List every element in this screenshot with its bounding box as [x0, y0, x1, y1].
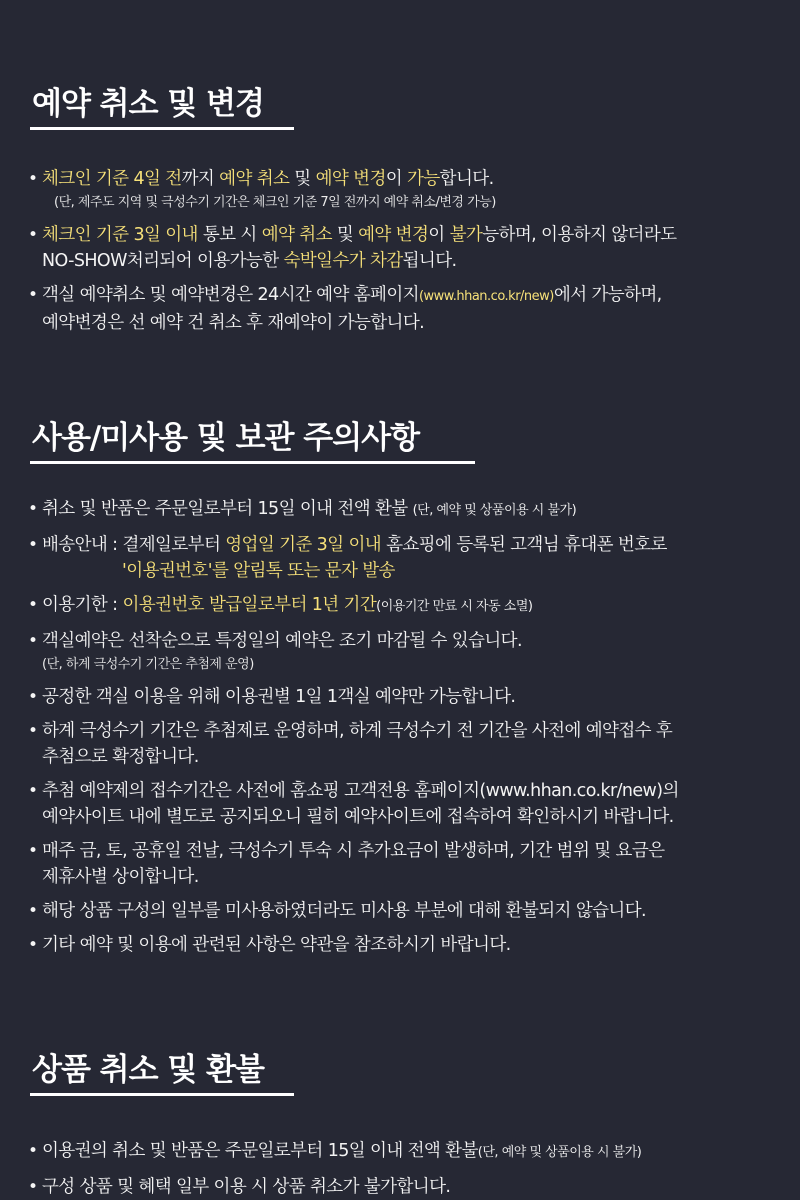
list-item: • 이용기한 : 이용권번호 발급일로부터 1년 기간(이용기간 만료 시 자동 소멸) [28, 592, 780, 620]
list-item: • 매주 금, 토, 공휴일 전날, 극성수기 투숙 시 추가요금이 발생하며, 기간 범위 및 요금은 제휴사별 상이합니다. [28, 838, 780, 890]
section-title-cancel-change: 예약 취소 및 변경 [32, 86, 264, 122]
list-item: • 해당 상품 구성의 일부를 미사용하였더라도 미사용 부분에 대해 환불되지 않습니다. [28, 898, 780, 924]
list-item: • 배송안내 : 결제일로부터 영업일 기준 3일 이내 홈쇼핑에 등록된 고객님 휴대폰 번호로 '이용권번호'를 알림톡 또는 문자 발송 [28, 532, 780, 584]
list-item: • 하계 극성수기 기간은 추첨제로 운영하며, 하계 극성수기 전 기간을 사전에 예약접수 후 추첨으로 확정합니다. [28, 718, 780, 770]
list-item: • 기타 예약 및 이용에 관련된 사항은 약관을 참조하시기 바랍니다. [28, 932, 780, 958]
list-item: • 체크인 기준 4일 전까지 예약 취소 및 예약 변경이 가능합니다. (단, 제주도 지역 및 극성수기 기간은 체크인 기준 7일 전까지 예약 취소/변경 가능) [28, 166, 780, 214]
list-item: • 추첨 예약제의 접수기간은 사전에 홈쇼핑 고객전용 홈페이지(www.hhan.co.kr/new)의 예약사이트 내에 별도로 공지되오니 필히 예약사이트에 접속하여 확인하시기 바랍니다. [28, 778, 780, 830]
list-item: • 객실예약은 선착순으로 특정일의 예약은 조기 마감될 수 있습니다. (단, 하계 극성수기 기간은 추첨제 운영) [28, 628, 780, 676]
section-title-underline [30, 1093, 294, 1096]
item-note: (단, 제주도 지역 및 극성수기 기간은 체크인 기준 7일 전까지 예약 취소/변경 가능) [54, 195, 496, 210]
section-title-usage-notes: 사용/미사용 및 보관 주의사항 [32, 420, 420, 456]
usage-notes-list [28, 496, 780, 958]
list-item: • 구성 상품 및 혜택 일부 이용 시 상품 취소가 불가합니다. [28, 1174, 780, 1200]
list-item: • 이용권의 취소 및 반품은 주문일로부터 15일 이내 전액 환불(단, 예약 및 상품이용 시 불가) [28, 1138, 780, 1166]
section-title-underline [30, 127, 294, 130]
section-title-cancel-refund: 상품 취소 및 환불 [32, 1052, 264, 1088]
cancel-change-list [28, 166, 780, 336]
list-item: • 공정한 객실 이용을 위해 이용권별 1일 1객실 예약만 가능합니다. [28, 684, 780, 710]
homepage-url: (www.hhan.co.kr/new) [418, 289, 554, 304]
section-title-underline [30, 461, 475, 464]
list-item: • 객실 예약취소 및 예약변경은 24시간 예약 홈페이지(www.hhan.co.kr/new)에서 가능하며, 예약변경은 선 예약 건 취소 후 재예약이 가능합니다. [28, 282, 780, 336]
list-item: • 취소 및 반품은 주문일로부터 15일 이내 전액 환불 (단, 예약 및 상품이용 시 불가) [28, 496, 780, 524]
cancel-refund-list [28, 1138, 780, 1200]
list-item: • 체크인 기준 3일 이내 통보 시 예약 취소 및 예약 변경이 불가능하며, 이용하지 않더라도 NO-SHOW처리되어 이용가능한 숙박일수가 차감됩니다. [28, 222, 780, 274]
item-note: (단, 하계 극성수기 기간은 추첨제 운영) [42, 657, 254, 672]
